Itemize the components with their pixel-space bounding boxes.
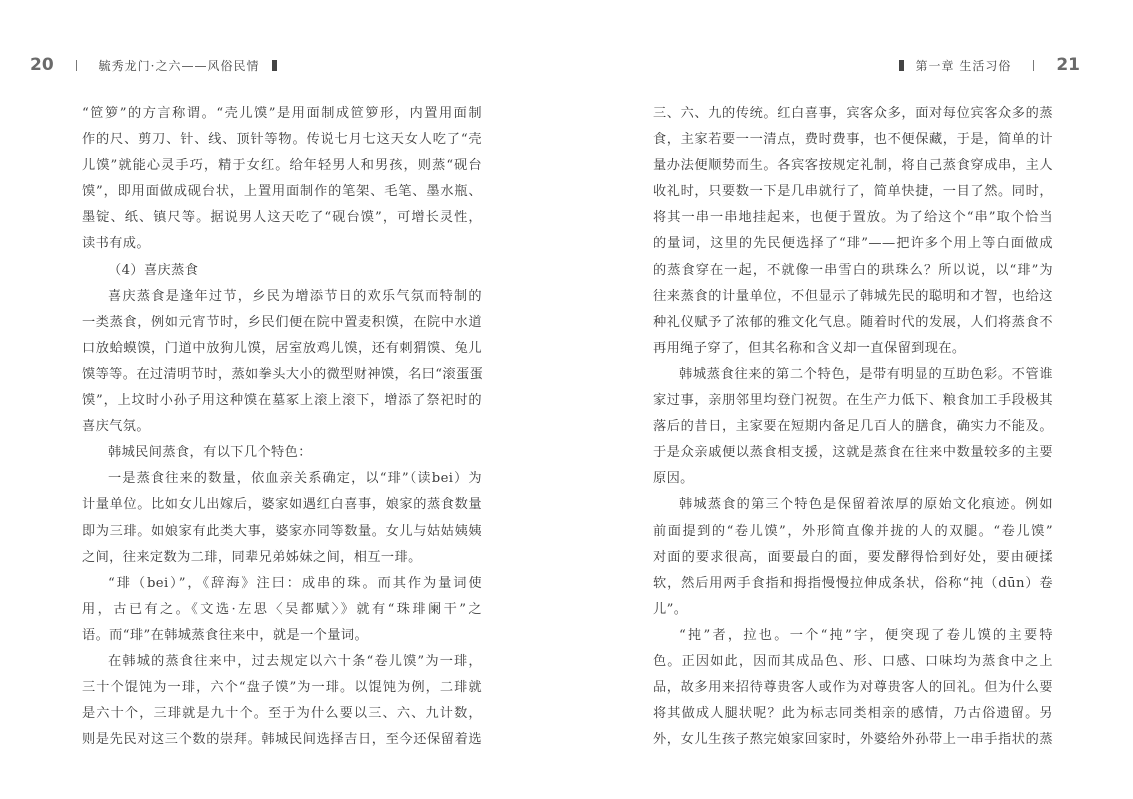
header-bar-marker — [272, 60, 277, 71]
running-title: 毓秀龙门·之六——风俗民情 — [98, 58, 260, 73]
page-number: 21 — [1056, 55, 1080, 75]
page-number: 20 — [30, 55, 54, 75]
left-page-body — [82, 101, 482, 753]
text-line: 一类蒸食，例如元宵节时，乡民们便在院中置麦积馍，在院中水道 — [82, 314, 482, 330]
right-page — [566, 0, 1132, 799]
text-line: 食，主家若要一一清点，费时费事，也不便保藏，于是，简单的计 — [653, 132, 1053, 148]
text-line: 在韩城的蒸食往来中，过去规定以六十条“卷儿馍”为一琲， — [108, 653, 482, 669]
text-line: 收礼时，只要数一下是几串就行了，简单快捷，一目了然。同时， — [653, 184, 1053, 200]
text-line: 韩城民间蒸食，有以下几个特色： — [108, 445, 312, 461]
text-line: 于是众亲戚便以蒸食相支援，这就是蒸食在往来中数量较多的主要 — [653, 445, 1053, 461]
header-divider — [1033, 60, 1034, 71]
text-line: 语。而“琲”在韩城蒸食往来中，就是一个量词。 — [82, 627, 369, 643]
text-line: 的蒸食穿在一起，不就像一串雪白的珙珠么？所以说，以“琲”为 — [653, 262, 1053, 278]
text-line: 馍”，上坟时小孙子用这种馍在墓冢上滚上滚下，增添了祭祀时的 — [82, 393, 482, 409]
text-line: 则是先民对这三个数的崇拜。韩城民间选择吉日，至今还保留着选 — [82, 732, 482, 748]
text-line: 儿馍”就能心灵手巧，精于女红。给年轻男人和男孩，则蒸“砚台 — [82, 158, 482, 174]
text-line: 一是蒸食往来的数量，依血亲关系确定，以“琲”（读bei）为 — [108, 471, 482, 487]
left-page — [0, 0, 566, 799]
running-title: 第一章 生活习俗 — [915, 58, 1012, 73]
text-line: “扽”者，拉也。一个“扽”字，便突现了卷儿馍的主要特 — [679, 627, 1053, 643]
left-page-header — [30, 52, 277, 78]
text-line: 儿”。 — [653, 601, 688, 617]
text-line: 将其做成人腿状呢？此为标志同类相亲的感情，乃古俗遗留。另 — [653, 706, 1053, 722]
text-line: 作的尺、剪刀、针、线、顶针等物。传说七月七这天女人吃了“壳 — [82, 132, 482, 148]
text-line: 原因。 — [653, 471, 694, 487]
text-line: 家过事，亲朋邻里均登门祝贺。在生产力低下、粮食加工手段极其 — [653, 393, 1053, 409]
text-line: 外，女儿生孩子熬完娘家回家时，外婆给外孙带上一串手指状的蒸 — [653, 732, 1053, 748]
text-line: 品，故多用来招待尊贵客人或作为对尊贵客人的回礼。但为什么要 — [653, 680, 1053, 696]
text-line: 三十个馄饨为一琲，六个“盘子馍”为一琲。以馄饨为例，二琲就 — [82, 680, 482, 696]
text-line: 喜庆气氛。 — [82, 419, 150, 435]
text-line: 是六十个，三琲就是九十个。至于为什么要以三、六、九计数， — [82, 706, 482, 722]
text-line: 读书有成。 — [82, 236, 150, 252]
text-line: 落后的昔日，主家要在短期内备足几百人的膳食，确实力不能及。 — [653, 419, 1053, 435]
text-line: 往来蒸食的计量单位，不但显示了韩城先民的聪明和才智，也给这 — [653, 288, 1053, 304]
text-line: 量办法便顺势而生。各宾客按规定礼制，将自己蒸食穿成串，主人 — [653, 158, 1053, 174]
text-line: 口放蛤蟆馍，门道中放狗儿馍，居室放鸡儿馍，还有刺猬馍、兔儿 — [82, 340, 482, 356]
text-line: （4）喜庆蒸食 — [108, 262, 199, 278]
text-line: 的量词，这里的先民便选择了“琲”——把许多个用上等白面做成 — [653, 236, 1053, 252]
right-page-header — [899, 52, 1081, 78]
text-line: 韩城蒸食的第三个特色是保留着浓厚的原始文化痕迹。例如 — [679, 497, 1053, 513]
text-line: 种礼仪赋予了浓郁的雅文化气息。随着时代的发展，人们将蒸食不 — [653, 314, 1053, 330]
text-line: 用，古已有之。《文选·左思〈吴都赋〉》就有“珠琲阑干”之 — [82, 601, 482, 617]
text-line: 色。正因如此，因而其成品色、形、口感、口味均为蒸食中之上 — [653, 653, 1053, 669]
text-line: 韩城蒸食往来的第二个特色，是带有明显的互助色彩。不管谁 — [679, 366, 1053, 382]
text-line: 对面的要求很高，面要最白的面，要发酵得恰到好处，要由硬揉 — [653, 549, 1053, 565]
text-line: 墨锭、纸、镇尺等。据说男人这天吃了“砚台馍”，可增长灵性， — [82, 210, 482, 226]
header-bar-marker — [899, 60, 904, 71]
header-divider — [76, 60, 77, 71]
text-line: 即为三琲。如娘家有此类大事，婆家亦同等数量。女儿与姑姑姨姨 — [82, 523, 482, 539]
text-line: 再用绳子穿了，但其名称和含义却一直保留到现在。 — [653, 340, 966, 356]
text-line: 馍”，即用面做成砚台状，上置用面制作的笔架、毛笔、墨水瓶、 — [82, 184, 482, 200]
text-line: “琲（bei）”，《辞海》注曰：成串的珠。而其作为量词使 — [108, 575, 482, 591]
text-line: 将其一串一串地挂起来，也便于置放。为了给这个“串”取个恰当 — [653, 210, 1053, 226]
text-line: 之间，往来定数为二琲，同辈兄弟姊妹之间，相互一琲。 — [82, 549, 422, 565]
text-line: 馍等等。在过清明节时，蒸如拳头大小的微型财神馍，名曰“滚蛋蛋 — [82, 366, 484, 382]
right-page-body — [653, 101, 1053, 753]
text-line: 软，然后用两手食指和拇指慢慢拉伸成条状，俗称“扽（dūn）卷 — [653, 575, 1053, 591]
text-line: 三、六、九的传统。红白喜事，宾客众多，面对每位宾客众多的蒸 — [653, 106, 1053, 121]
text-line: 计量单位。比如女儿出嫁后，婆家如遇红白喜事，娘家的蒸食数量 — [82, 497, 482, 513]
text-line: “笸箩”的方言称谓。“壳儿馍”是用面制成笸箩形，内置用面制 — [82, 106, 482, 121]
text-line: 喜庆蒸食是逢年过节，乡民为增添节日的欢乐气氛而特制的 — [108, 288, 482, 304]
text-line: 前面提到的“卷儿馍”，外形简直像并拢的人的双腿。“卷儿馍” — [653, 523, 1053, 539]
